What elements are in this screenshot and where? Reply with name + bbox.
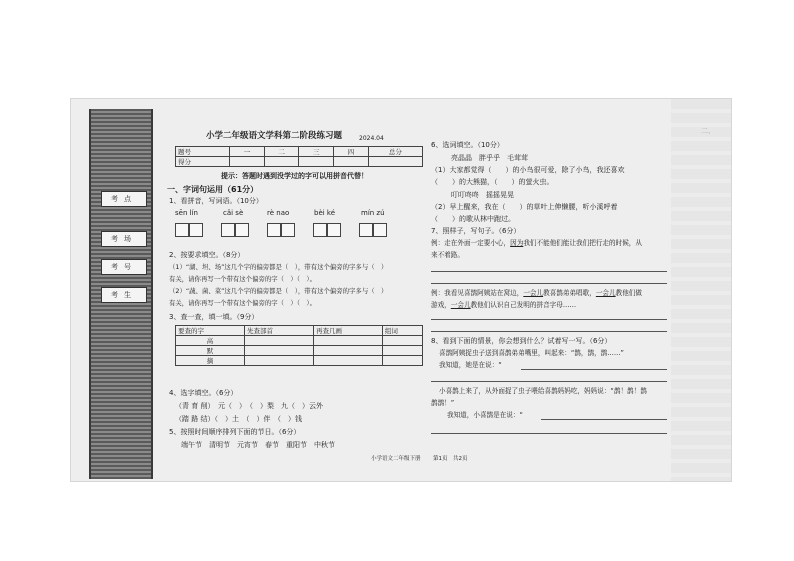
q1-writing-box[interactable] [281, 223, 295, 237]
q7-ex2-underline: 一会儿 [450, 301, 471, 309]
q1-writing-box[interactable] [313, 223, 327, 237]
score-cell[interactable] [264, 157, 299, 167]
score-cell[interactable] [230, 157, 265, 167]
q2-line: 有关，请你再写一个带有这个偏旁的字（ ）（ ）。 [169, 299, 316, 307]
q1-writing-box[interactable] [327, 223, 341, 237]
lookup-answer-cell[interactable] [244, 336, 313, 346]
q3-label: 3、查一查，填一填。（9分） [169, 313, 259, 321]
q8-line: 鹊鹊！” [431, 399, 455, 407]
q8-answer-line[interactable] [431, 381, 667, 382]
q1-writing-box[interactable] [359, 223, 373, 237]
footer-page-number: 第1页 共2页 [433, 456, 468, 462]
q8-answer-line[interactable] [521, 369, 667, 370]
score-header-cell: 三 [299, 147, 334, 157]
q1-pinyin: cǎi sè [223, 209, 244, 217]
q5-festivals: 端午节 清明节 元宵节 春节 重阳节 中秋节 [181, 441, 335, 449]
binding-label-exam-number: 考号 [101, 259, 147, 275]
q8-line: 我知道，小喜鹊是在说：“ [447, 411, 523, 419]
q7-ex2-underline: 一会儿 [595, 289, 616, 297]
bleed-through-page-edge [671, 99, 731, 481]
q6-line: （ ）的歌从林中跑过。 [431, 215, 515, 223]
lookup-char-cell: 摘 [176, 356, 245, 366]
score-cell[interactable] [334, 157, 369, 167]
lookup-header-cell: 组词 [382, 326, 422, 336]
q1-label: 1、看拼音，写词语。（10分） [169, 197, 263, 205]
q7-answer-line[interactable] [431, 319, 667, 320]
lookup-answer-cell[interactable] [244, 356, 313, 366]
score-row-label: 得分 [176, 157, 230, 167]
score-header-cell: 一 [230, 147, 265, 157]
q7-ex2-text: 教他们认识自己发明的拼音字母…… [470, 301, 577, 309]
binding-label-examinee: 考生 [101, 287, 147, 303]
lookup-answer-cell[interactable] [313, 346, 382, 356]
q1-pinyin: bèi ké [314, 209, 336, 217]
q7-answer-line[interactable] [431, 271, 667, 272]
q7-answer-line[interactable] [431, 283, 667, 284]
q6-word-bank: 叮叮咚咚 摇摇晃晃 [451, 191, 514, 199]
score-table [175, 146, 423, 167]
q2-line: 有关，请你再写一个带有这个偏旁的字（ ）（ ）。 [169, 275, 316, 283]
q8-line: 小喜鹊上来了，从外面捉了虫子喂给喜鹊妈妈吃，妈妈说：“鹊！鹊！鹊 [439, 387, 647, 395]
q2-label: 2、按要求填空。（8分） [169, 251, 245, 259]
q1-writing-box[interactable] [373, 223, 387, 237]
q6-line: （1）大家都觉得（ ）的小鸟很可爱，除了小鸟，我还喜欢 [431, 166, 625, 174]
section-1-heading: 一、字词句运用（61分） [167, 185, 259, 194]
exam-tip: 提示：答题时遇到没学过的字可以用拼音代替！ [221, 172, 368, 180]
q7-ex2-underline: 一会儿 [523, 289, 544, 297]
q6-word-bank: 亮晶晶 胖乎乎 毛茸茸 [451, 154, 528, 162]
q6-line: （ ）的大熊猫，（ ）的萤火虫。 [431, 178, 554, 186]
q7-ex1-text: 他们能让我们把行走的时候，从 [549, 239, 642, 247]
q4-line: （青 育 削） 元（ ） （ ）梨 九（ ）云外 [175, 402, 323, 410]
q1-writing-box[interactable] [189, 223, 203, 237]
binding-label-exam-site: 考点 [101, 191, 147, 207]
lookup-answer-cell[interactable] [313, 336, 382, 346]
q8-answer-line[interactable] [431, 433, 667, 434]
q2-line: （1）“湖、坦、场”这几个字的偏旁都是（ ），带有这个偏旁的字多与（ ） [169, 263, 388, 271]
q8-answer-line[interactable] [541, 419, 667, 420]
binding-label-exam-room: 考场 [101, 231, 147, 247]
score-cell[interactable] [299, 157, 334, 167]
score-header-cell: 题号 [176, 147, 230, 157]
q1-writing-box[interactable] [235, 223, 249, 237]
q7-ex1-underline: 因为 [510, 239, 524, 247]
footer-subject: 小学语文二年级下册 [371, 456, 421, 462]
q7-answer-line[interactable] [431, 331, 667, 332]
q1-pinyin: sēn lín [175, 209, 198, 217]
binding-strip [89, 109, 153, 479]
dictionary-lookup-table [175, 325, 423, 366]
q4-label: 4、选字填空。（6分） [169, 389, 238, 397]
q7-example-2-cont [431, 301, 576, 310]
q7-ex1-text: 我们不能 [523, 239, 550, 247]
lookup-char-cell: 高 [176, 336, 245, 346]
score-cell[interactable] [368, 157, 422, 167]
q7-ex2-text: 教他们做 [615, 289, 642, 297]
q4-line: （踏 路 结）（ ）土 （ ）伴 （ ）钱 [175, 415, 302, 423]
score-header-cell: 二 [264, 147, 299, 157]
page-title: 小学二年级语文学科第二阶段练习题 [206, 131, 343, 141]
q5-label: 5、按照时间顺序排列下面的节日。（6分） [169, 428, 301, 436]
q1-writing-box[interactable] [175, 223, 189, 237]
score-header-cell: 总分 [368, 147, 422, 157]
q1-pinyin: rè nao [267, 209, 290, 217]
q7-ex2-text: 教喜鹊弟弟唱歌， [543, 289, 596, 297]
q6-line: （2）早上醒来，我在（ ）的草叶上伸懒腰，听小溪呼着 [431, 203, 618, 211]
q8-line: 我知道，她是在说：“ [439, 361, 502, 369]
q7-ex2-text: 游戏， [431, 301, 451, 309]
q7-example-1 [431, 239, 642, 248]
lookup-answer-cell[interactable] [244, 346, 313, 356]
lookup-answer-cell[interactable] [382, 346, 422, 356]
lookup-header-cell: 再查几画 [313, 326, 382, 336]
q1-writing-box[interactable] [267, 223, 281, 237]
q7-label: 7、照样子，写句子。（6分） [431, 227, 521, 235]
score-header-cell: 四 [334, 147, 369, 157]
lookup-header-cell: 先查部首 [244, 326, 313, 336]
lookup-answer-cell[interactable] [382, 356, 422, 366]
q8-line: 喜鹊阿姨捉虫子送到喜鹊弟弟嘴里，叫起来：“鹊，鹊，鹊……” [439, 349, 624, 357]
lookup-char-cell: 默 [176, 346, 245, 356]
q7-ex1-text: 例：走在外面一定要小心， [431, 239, 511, 247]
q1-writing-box[interactable] [221, 223, 235, 237]
q7-ex1-end: 来不着路。 [431, 251, 464, 259]
q6-label: 6、选词填空。（10分） [431, 141, 504, 149]
lookup-header-cell: 要查的字 [176, 326, 245, 336]
q7-example-2 [431, 289, 642, 298]
q2-line: （2）“蔬、菌、菜”这几个字的偏旁都是（ ），带有这个偏旁的字多与（ ） [169, 287, 388, 295]
lookup-answer-cell[interactable] [382, 336, 422, 346]
ghost-section-heading: 二、 [701, 127, 715, 135]
q7-ex2-text: 例：我看见喜鹊阿姨站在窝边， [431, 289, 524, 297]
exam-date: 2024.04 [359, 135, 384, 142]
q8-label: 8、看到下面的情景，你会想到什么？试着写一写。（6分） [431, 337, 612, 345]
scanned-exam-sheet [70, 98, 732, 482]
lookup-answer-cell[interactable] [313, 356, 382, 366]
q1-pinyin: mín zú [361, 209, 385, 217]
